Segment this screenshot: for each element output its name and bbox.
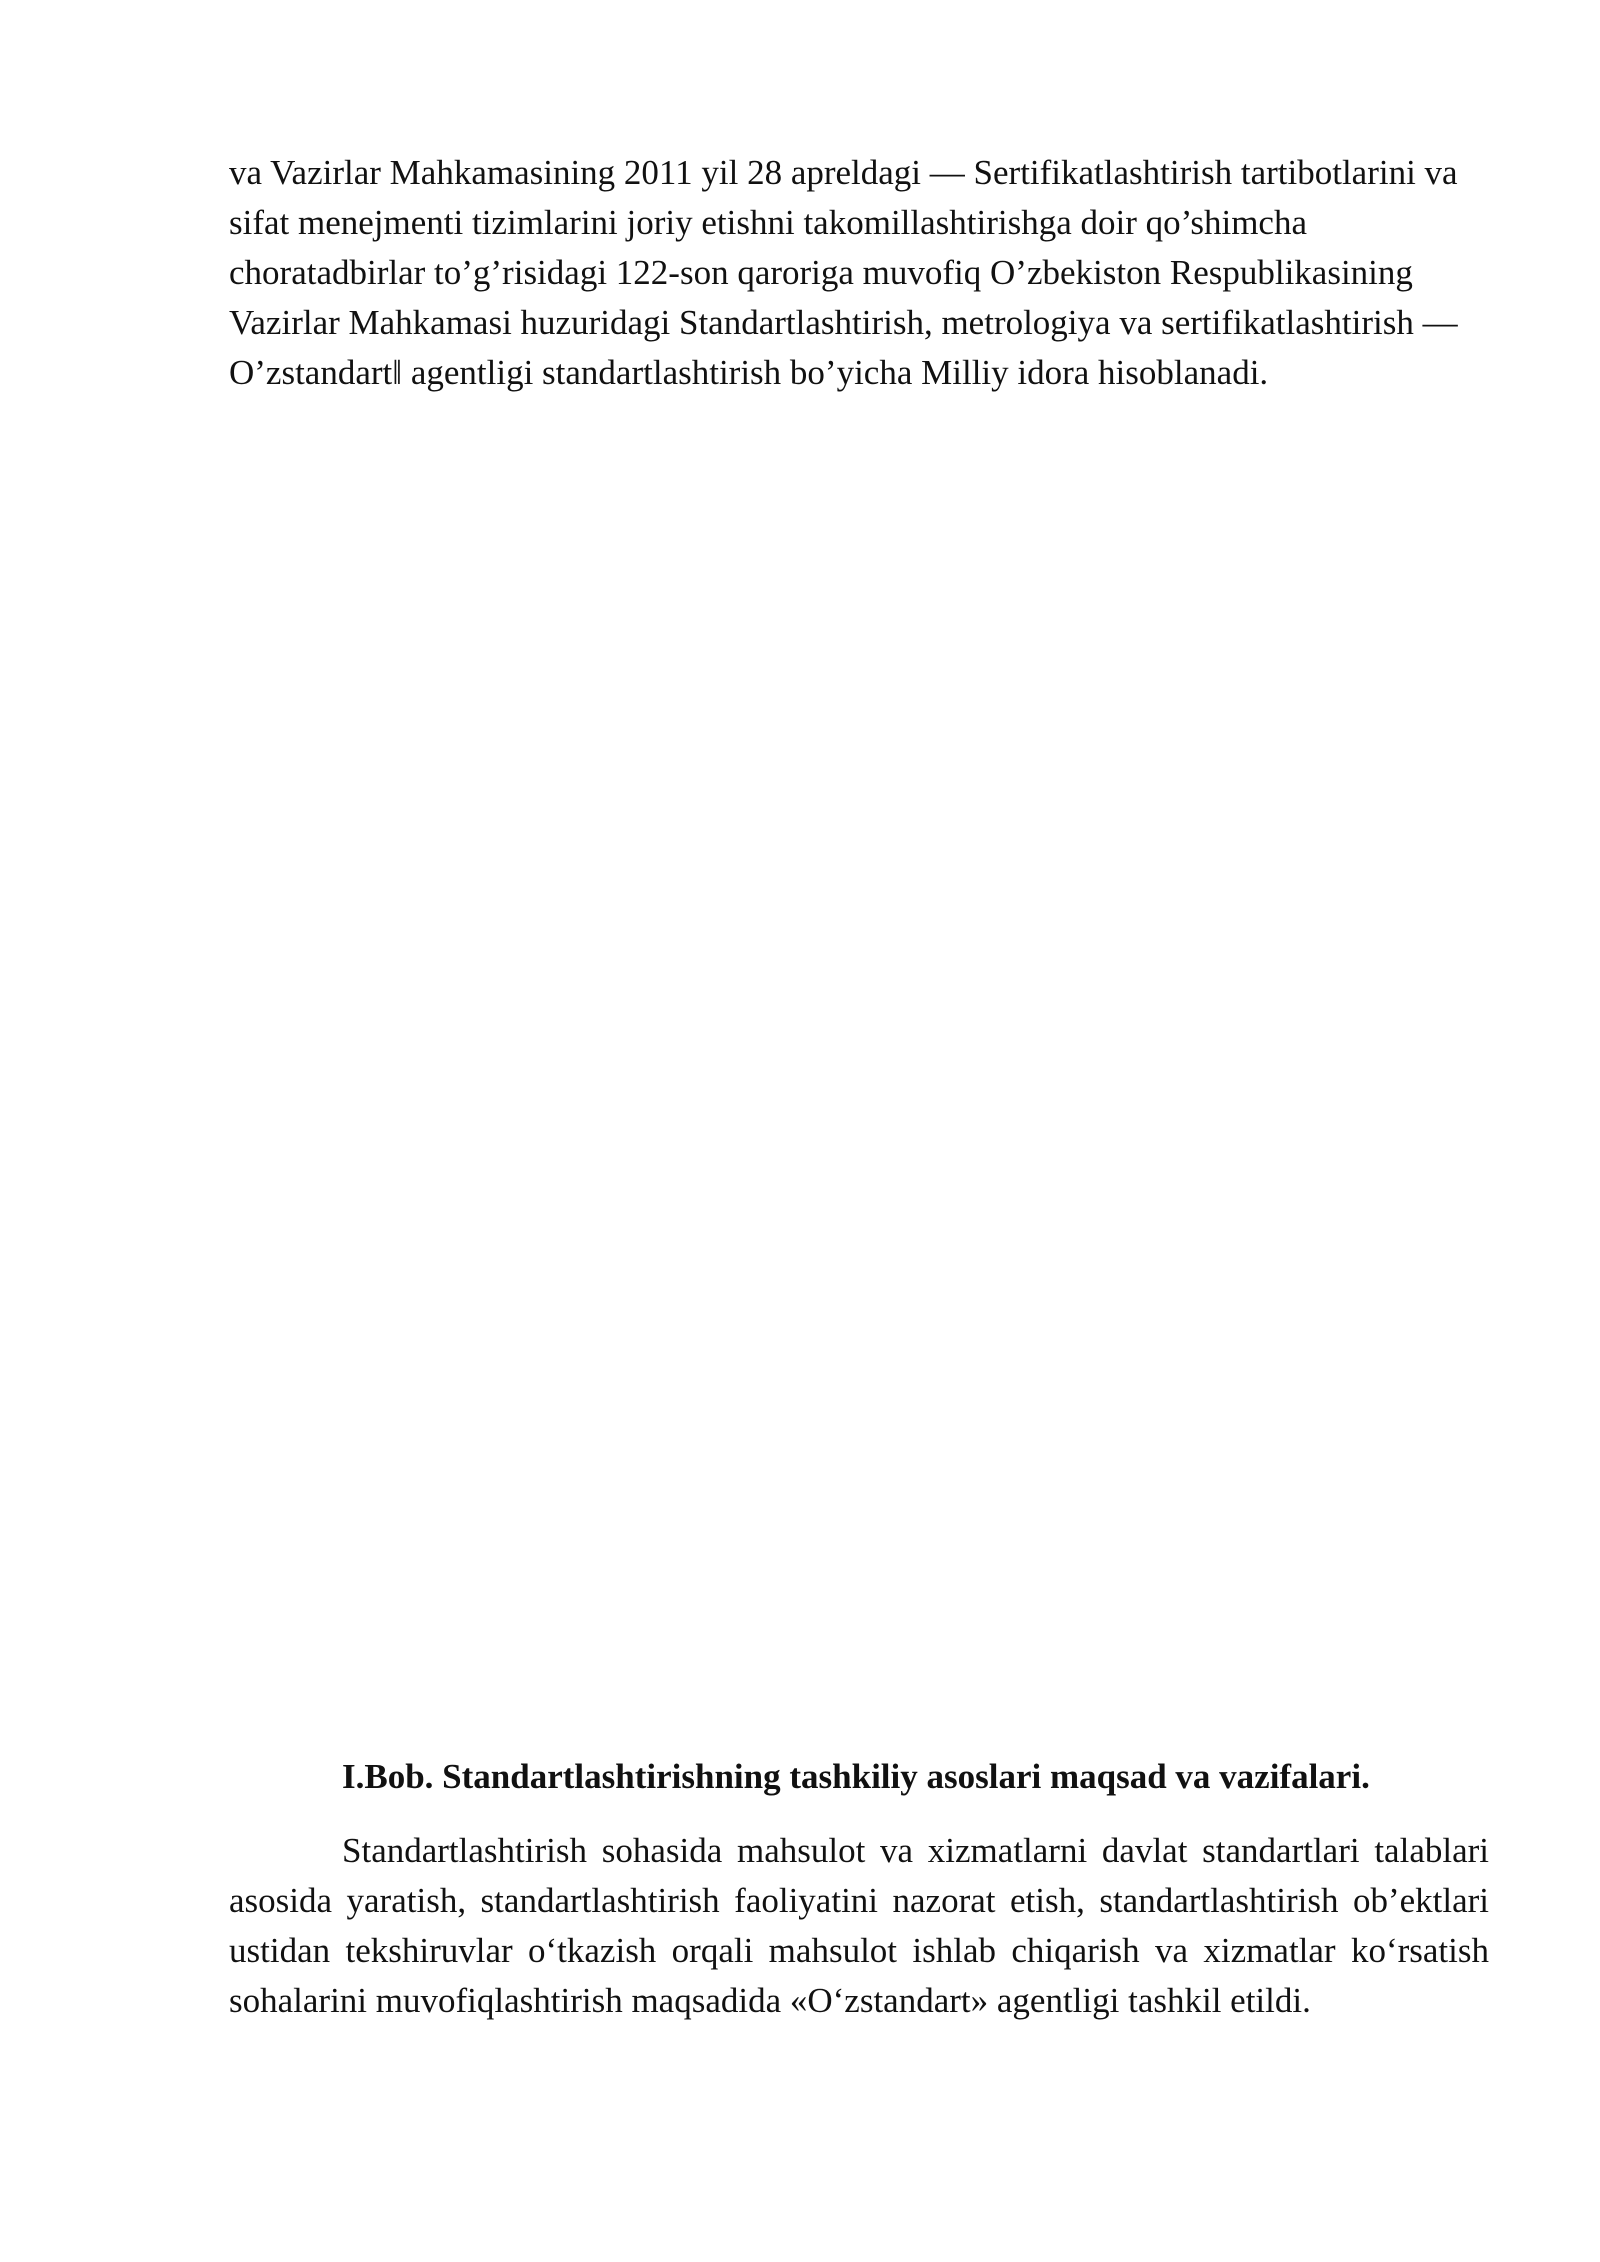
chapter-title: I.Bob. Standartlashtirishning tashkiliy asoslari maqsad va vazifalari. [342,1757,1370,1796]
chapter-paragraph: Standartlashtirish sohasida mahsulot va xizmatlarni davlat standartlari talablari asosida yaratish, standartlashtirish faoliyatini nazorat etish, standartlashtirish ob’ektlari ustidan tekshiruvlar o‘tkazish orqali mahsulot ishlab chiqarish va xizmatlar ko‘rsatish sohalarini muvofiqlashtirish maqsadida «O‘zstandart» agentligi tashkil etildi. [229,1831,1489,2020]
intro-paragraph: va Vazirlar Mahkamasining 2011 yil 28 apreldagi — Sertifikatlashtirish tartibotlarini va sifat menejmenti tizimlarini joriy etishni takomillashtirishga doir qo’shimcha choratadbirlar to’g’risidagi 122-son qaroriga muvofiq O’zbekiston Respublikasining Vazirlar Mahkamasi huzuridagi Standartlashtirish, metrologiya va sertifikatlashtirish — O’zstandart‖ agentligi standartlashtirish bo’yicha Milliy idora hisoblanadi. [229,153,1458,392]
